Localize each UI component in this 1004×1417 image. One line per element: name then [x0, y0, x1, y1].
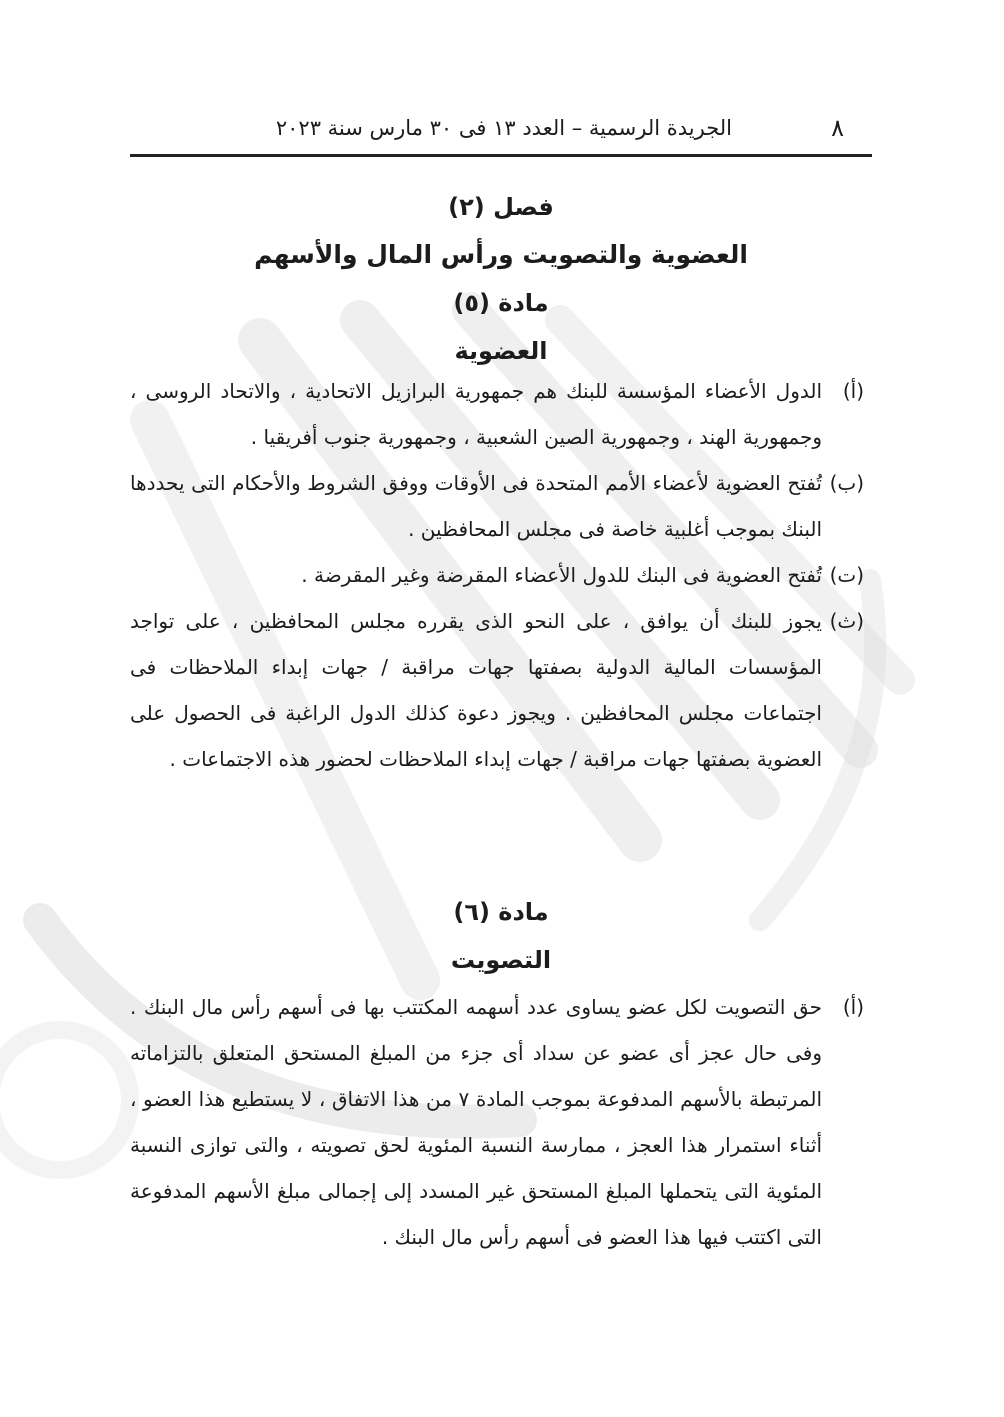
- article6-headings: [130, 888, 872, 984]
- item-text: تُفتح العضوية فى البنك للدول الأعضاء المقرضة وغير المقرضة .: [301, 563, 822, 587]
- item-text: حق التصويت لكل عضو يساوى عدد أسهمه المكتتب بها فى أسهم رأس مال البنك . وفى حال عجز أى عضو عن سداد أى جزء من المبلغ المستحق المتعلق بالتزاماته المرتبطة بالأسهم المدفوعة بموجب المادة ٧ من هذا الاتفاق ، لا يستطيع هذا العضو ، أثناء استمرار هذا العجز ، ممارسة النسبة المئوية لحق تصويته ، والتى توازى النسبة المئوية التى يتحملها المبلغ المستحق غير المسدد إلى إجمالى مبلغ الأسهم المدفوعة التى اكتتب فيها هذا العضو فى أسهم رأس مال البنك .: [130, 995, 822, 1249]
- article5-item-b: [130, 460, 864, 552]
- page-header: [130, 112, 872, 157]
- item-marker: (ب): [829, 471, 864, 495]
- item-marker: (ث): [829, 609, 864, 633]
- chapter-title: العضوية والتصويت ورأس المال والأسهم: [254, 240, 748, 269]
- article6-label: مادة (٦): [453, 898, 549, 926]
- article5-label: مادة (٥): [453, 289, 549, 317]
- article5-body: [130, 368, 864, 782]
- article5-item-t: [130, 552, 864, 598]
- item-text: تُفتح العضوية لأعضاء الأمم المتحدة فى الأوقات ووفق الشروط والأحكام التى يحددها البنك بموجب أغلبية خاصة فى مجلس المحافظين .: [130, 471, 822, 541]
- article6-title: التصويت: [450, 946, 552, 974]
- item-text: الدول الأعضاء المؤسسة للبنك هم جمهورية البرازيل الاتحادية ، والاتحاد الروسى ، وجمهورية الهند ، وجمهورية الصين الشعبية ، وجمهورية جنوب أفريقيا .: [130, 379, 822, 449]
- article6-body: [130, 984, 864, 1260]
- chapter-headings: [130, 183, 872, 375]
- running-head: الجريدة الرسمية – العدد ١٣ فى ٣٠ مارس سنة ٢٠٢٣: [275, 116, 732, 140]
- article5-item-a: [130, 368, 864, 460]
- item-marker: (ت): [829, 563, 864, 587]
- article5-title: العضوية: [454, 337, 548, 365]
- item-marker: (أ): [842, 379, 864, 403]
- page-number: ٨: [831, 114, 844, 142]
- item-marker: (أ): [842, 995, 864, 1019]
- article6-item-a: [130, 984, 864, 1260]
- chapter-label: فصل (٢): [448, 193, 554, 221]
- item-text: يجوز للبنك أن يوافق ، على النحو الذى يقرره مجلس المحافظين ، على تواجد المؤسسات المالية الدولية بصفتها جهات مراقبة / جهات إبداء الملاحظات فى اجتماعات مجلس المحافظين . ويجوز دعوة كذلك الدول الراغبة فى الحصول على العضوية بصفتها جهات مراقبة / جهات إبداء الملاحظات لحضور هذه الاجتماعات .: [130, 609, 822, 771]
- article5-item-th: [130, 598, 864, 782]
